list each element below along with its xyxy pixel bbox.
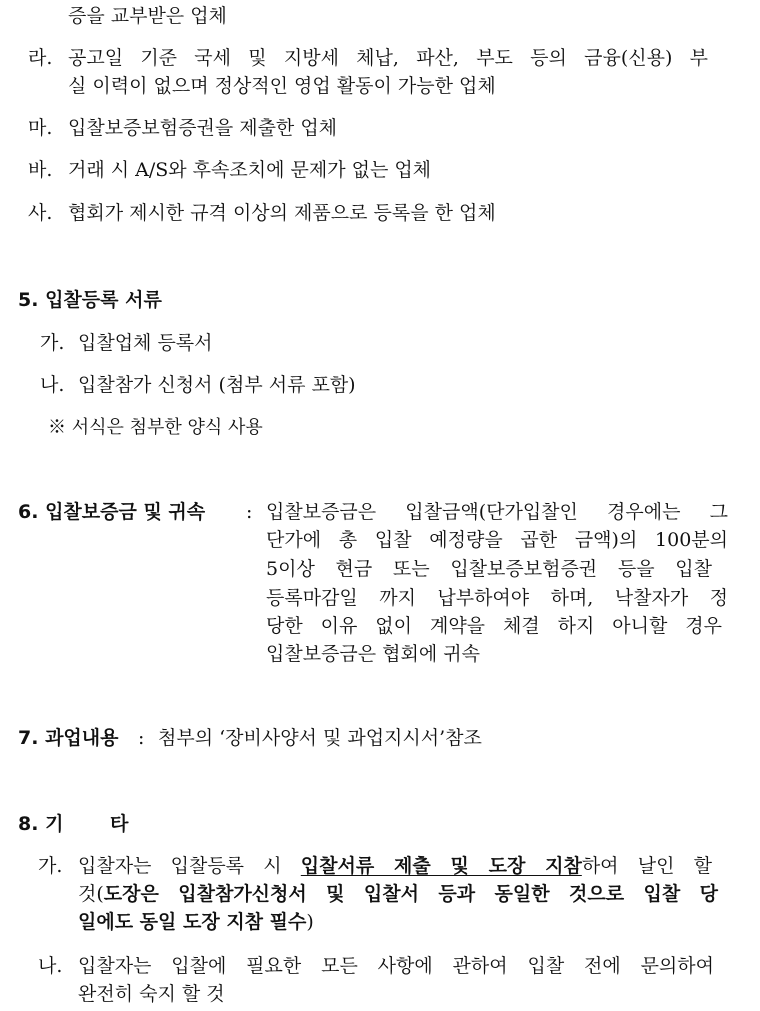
section-5-number: 5.	[18, 289, 39, 311]
section-7-number: 7.	[18, 727, 39, 749]
item-marker-s5-ga: 가.	[40, 332, 65, 354]
item-s8-na-line2: 완전히 숙지 할 것	[78, 983, 225, 1005]
item-marker-s8-ga: 가.	[38, 855, 63, 877]
item-s8-ga-line2	[78, 880, 718, 908]
item-s8-ga-line3-post: )	[306, 911, 314, 933]
section-6-line3: 5이상 현금 또는 입찰보증보험증권 등을 입찰	[266, 558, 712, 580]
section-7-heading	[18, 724, 119, 752]
item-s8-ga-line3-bold: 일에도 동일 도장 지참 필수	[78, 911, 307, 933]
item-s8-ga-line1-post: 하여 날인 할	[581, 855, 712, 877]
section-8-title-a: 기	[45, 813, 64, 835]
section-6-line4: 등록마감일 까지 납부하여야 하며, 낙찰자가 정	[266, 587, 728, 609]
section-6-colon: :	[246, 501, 253, 523]
item-s8-ga-line1	[78, 852, 712, 880]
item-marker-s8-na: 나.	[38, 955, 63, 977]
section-6-number: 6.	[18, 501, 39, 523]
section-8-title-b: 타	[110, 813, 129, 835]
item-marker-ma: 마.	[28, 117, 53, 139]
item-s5-na-text: 입찰참가 신청서 (첨부 서류 포함)	[78, 374, 356, 396]
section-6-title: 입찰보증금 및 귀속	[45, 501, 206, 523]
section-6-line6: 입찰보증금은 협회에 귀속	[266, 643, 480, 665]
item-s8-ga-line1-emphasis: 입찰서류 제출 및 도장 지참	[300, 855, 582, 877]
section-5-title: 입찰등록 서류	[45, 289, 162, 311]
item-ra-line1: 공고일 기준 국세 및 지방세 체납, 파산, 부도 등의 금융(신용) 부	[68, 47, 708, 69]
section-6-line5: 당한 이유 없이 계약을 체결 하지 아니할 경우	[266, 615, 722, 637]
item-ra-line2: 실 이력이 없으며 정상적인 영업 활동이 가능한 업체	[68, 75, 496, 97]
section-5-heading	[18, 286, 162, 314]
section-6-heading	[18, 498, 205, 526]
item-ma-text: 입찰보증보험증권을 제출한 업체	[68, 117, 338, 139]
item-s8-ga-line3	[78, 908, 314, 936]
item-marker-ba: 바.	[28, 159, 53, 181]
section-8-heading	[18, 810, 63, 838]
item-s8-ga-line1-pre: 입찰자는 입찰등록 시	[78, 855, 301, 877]
section-5-note: ※ 서식은 첨부한 양식 사용	[48, 417, 263, 438]
item-ba-text: 거래 시 A/S와 후속조치에 문제가 없는 업체	[68, 159, 432, 181]
item-marker-s5-na: 나.	[40, 374, 65, 396]
item-s8-ga-line2-pre: 것(	[78, 883, 104, 905]
item-marker-sa: 사.	[28, 202, 53, 224]
item-s8-na-line1: 입찰자는 입찰에 필요한 모든 사항에 관하여 입찰 전에 문의하여	[78, 955, 714, 977]
item-sa-text: 협회가 제시한 규격 이상의 제품으로 등록을 한 업체	[68, 202, 496, 224]
item-s5-ga-text: 입찰업체 등록서	[78, 332, 213, 354]
section-8-number: 8.	[18, 813, 39, 835]
section-7-text: 첨부의 ‘장비사양서 및 과업지시서’참조	[158, 727, 482, 749]
continued-line: 증을 교부받은 업체	[68, 5, 227, 27]
item-s8-ga-line2-bold: 도장은 입찰참가신청서 및 입찰서 등과 동일한 것으로 입찰 당	[103, 883, 718, 905]
section-7-title: 과업내용	[45, 727, 119, 749]
section-7-colon: :	[138, 727, 145, 749]
item-marker-ra: 라.	[28, 47, 53, 69]
section-6-line2: 단가에 총 입찰 예정량을 곱한 금액)의 100분의	[266, 529, 728, 551]
section-6-line1: 입찰보증금은 입찰금액(단가입찰인 경우에는 그	[266, 501, 728, 523]
